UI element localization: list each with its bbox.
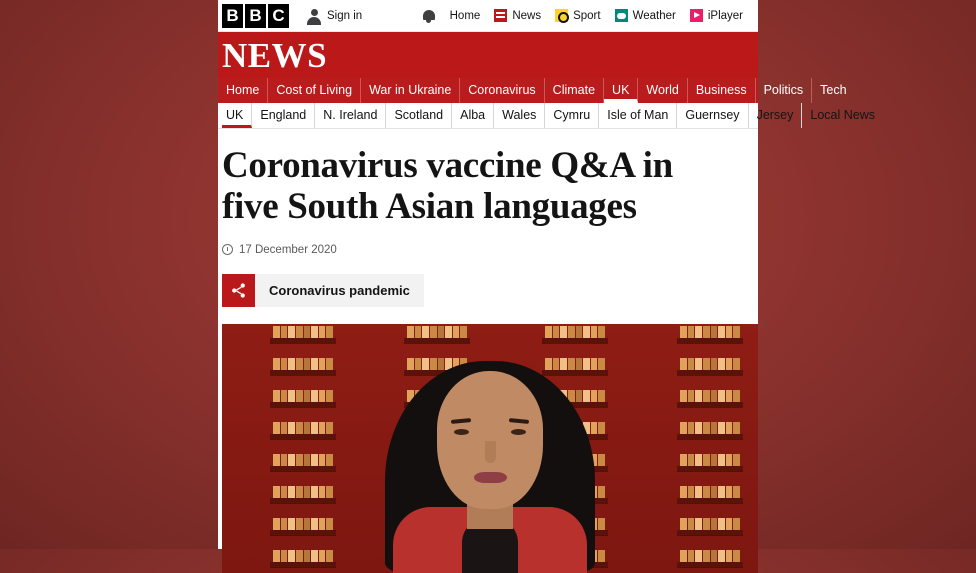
- bbc-news-page: [218, 0, 876, 549]
- nav-item-uk[interactable]: UK: [604, 78, 638, 103]
- gnav-item-home[interactable]: [443, 0, 488, 32]
- bbc-logo-letter-1: B: [222, 4, 243, 28]
- presenter-face: [437, 371, 543, 509]
- subnav-item-local-news[interactable]: Local News: [810, 108, 876, 122]
- article-byline: [222, 244, 758, 256]
- presenter-figure: [375, 343, 605, 573]
- topic-tag[interactable]: [255, 274, 424, 307]
- nav-item-war-in-ukraine[interactable]: War in Ukraine: [361, 78, 460, 103]
- bbc-logo[interactable]: [222, 4, 289, 28]
- page-title: Coronavirus vaccine Q&A in five South Asian languages: [222, 145, 673, 228]
- bookshelf-column: [677, 324, 743, 573]
- gnav-item-sport[interactable]: [548, 0, 608, 32]
- gnav-item-iplayer[interactable]: [683, 0, 750, 32]
- topic-tag-label: Coronavirus pandemic: [269, 282, 410, 298]
- share-and-topic-row: [222, 274, 758, 307]
- nav-item-home[interactable]: Home: [222, 78, 268, 103]
- gnav-item-home-label: Home: [449, 9, 481, 22]
- article-hero-image: [222, 324, 758, 573]
- iplayer-square-icon: [690, 9, 703, 22]
- bookshelf-background: [222, 324, 758, 573]
- news-brand-title: NEWS: [222, 35, 328, 75]
- weather-square-icon: [615, 9, 628, 22]
- sport-square-icon: [555, 9, 568, 22]
- article-container: [218, 129, 758, 573]
- notifications-button[interactable]: [415, 0, 443, 32]
- subnav-item-guernsey[interactable]: Guernsey: [677, 103, 748, 128]
- clock-icon: [222, 244, 233, 255]
- subnav-item-isle-of-man[interactable]: Isle of Man: [599, 103, 677, 128]
- sign-in-label: Sign in: [327, 9, 363, 22]
- subnav-item-jersey[interactable]: Jersey: [749, 103, 803, 128]
- nav-item-cost-of-living[interactable]: Cost of Living: [268, 78, 361, 103]
- nav-item-climate[interactable]: Climate: [545, 78, 604, 103]
- sign-in-button[interactable]: [299, 0, 369, 32]
- bbc-logo-letter-3: C: [268, 4, 289, 28]
- bbc-logo-letter-2: B: [245, 4, 266, 28]
- gnav-item-weather-label: Weather: [632, 9, 676, 22]
- nav-item-politics[interactable]: Politics: [756, 78, 813, 103]
- bell-icon: [422, 8, 436, 24]
- subnav-item-scotland[interactable]: Scotland: [386, 103, 452, 128]
- global-navigation-bar: [218, 0, 758, 32]
- nav-item-world[interactable]: World: [638, 78, 687, 103]
- primary-navigation: [218, 78, 847, 103]
- subnav-item-uk[interactable]: UK: [222, 103, 252, 128]
- subnav-item-cymru[interactable]: Cymru: [545, 103, 599, 128]
- secondary-navigation: [218, 103, 876, 129]
- bookshelf-column: [270, 324, 336, 573]
- nav-item-coronavirus[interactable]: Coronavirus: [460, 78, 544, 103]
- gnav-item-weather[interactable]: [608, 0, 683, 32]
- subnav-item-england[interactable]: England: [252, 103, 315, 128]
- person-icon: [306, 8, 322, 24]
- gnav-item-news-label: News: [512, 9, 542, 22]
- gnav-item-iplayer-label: iPlayer: [707, 9, 743, 22]
- nav-item-tech[interactable]: Tech: [820, 83, 847, 97]
- gnav-item-sport-label: Sport: [573, 9, 601, 22]
- news-masthead[interactable]: [218, 32, 758, 78]
- news-square-icon: [494, 9, 507, 22]
- share-icon: [230, 282, 247, 299]
- nav-item-business[interactable]: Business: [688, 78, 756, 103]
- subnav-item-n-ireland[interactable]: N. Ireland: [315, 103, 386, 128]
- subnav-item-alba[interactable]: Alba: [452, 103, 494, 128]
- subnav-item-wales[interactable]: Wales: [494, 103, 545, 128]
- publish-date: 17 December 2020: [239, 243, 337, 256]
- gnav-item-news[interactable]: [487, 0, 548, 32]
- share-button[interactable]: [222, 274, 255, 307]
